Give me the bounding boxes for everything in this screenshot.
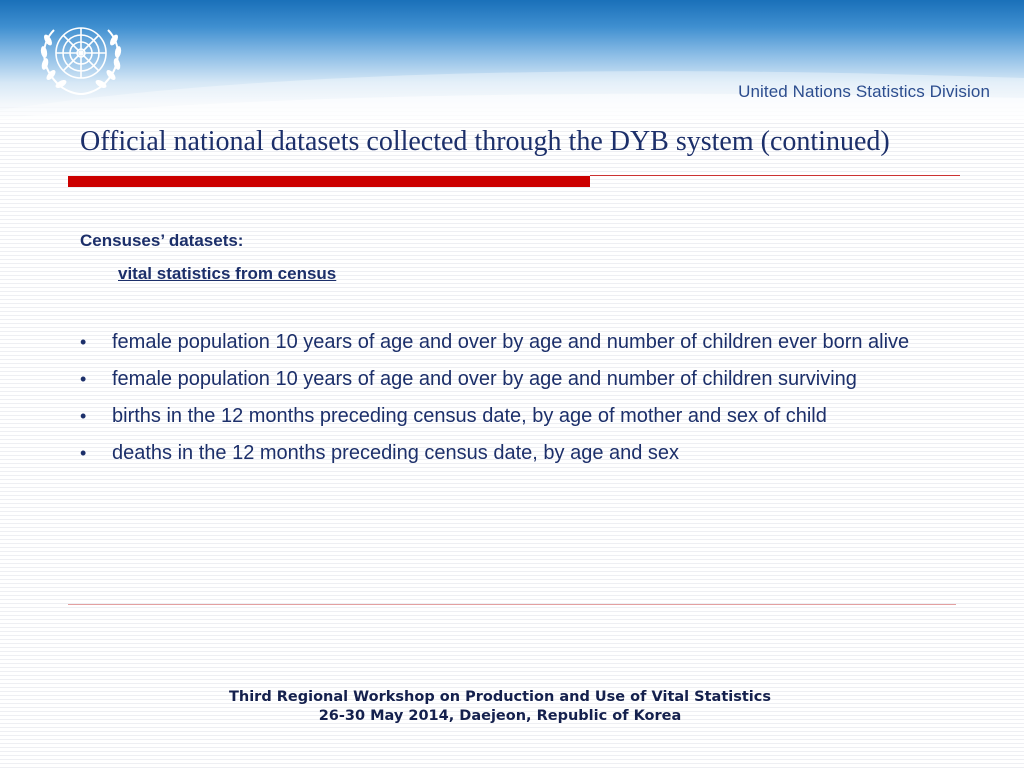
list-item (80, 364, 970, 395)
slide-title: Official national datasets collected through the DYB system (continued) (80, 126, 890, 157)
bullet-marker: • (80, 332, 87, 352)
list-item (80, 438, 970, 469)
sub-label: vital statistics from census (118, 264, 337, 283)
bullet-list (80, 327, 970, 475)
bullet-marker: • (80, 443, 87, 463)
footer-divider (68, 604, 956, 605)
footer-line-1: Third Regional Workshop on Production and Use of Vital Statistics (228, 689, 771, 705)
footer-line-2: 26-30 May 2014, Daejeon, Republic of Korea (318, 708, 682, 724)
organization-name: United Nations Statistics Division (738, 82, 990, 101)
title-underline-line (590, 175, 960, 176)
bullet-text: deaths in the 12 months preceding census date, by age and sex (112, 442, 680, 464)
bullet-text: births in the 12 months preceding census date, by age of mother and sex of child (112, 405, 827, 427)
header-swoosh (0, 0, 1024, 122)
bullet-text: female population 10 years of age and over by age and number of children ever born alive (112, 331, 910, 353)
bullet-marker: • (80, 369, 87, 389)
list-item (80, 401, 970, 432)
un-emblem-icon (26, 10, 136, 100)
bullet-marker: • (80, 406, 87, 426)
header-banner (0, 0, 1024, 122)
footer (0, 688, 1000, 726)
bullet-text: female population 10 years of age and over by age and number of children surviving (112, 368, 857, 390)
title-underline-bar (68, 176, 590, 187)
section-label: Censuses’ datasets: (80, 231, 244, 250)
list-item (80, 327, 970, 358)
